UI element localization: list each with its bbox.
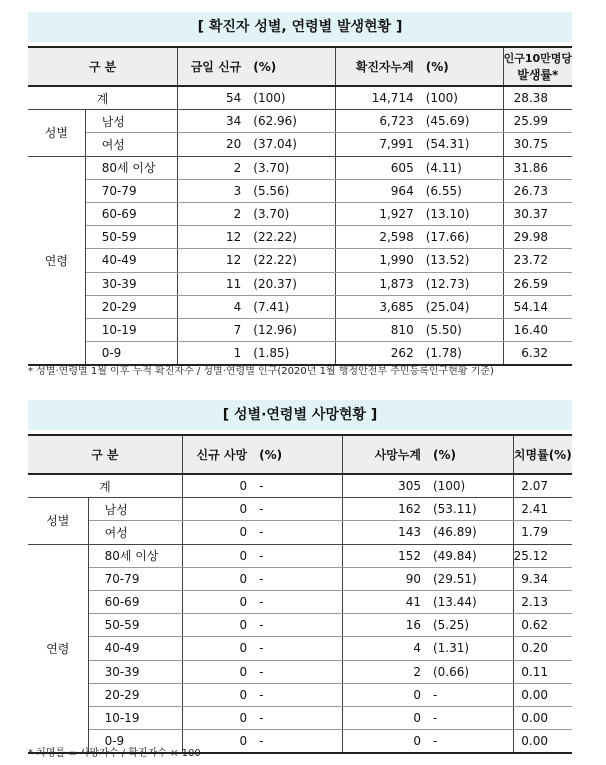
cell-cum: 964: [336, 179, 420, 202]
cell-cum: 90: [342, 567, 427, 590]
cell-rate: 25.99: [503, 110, 572, 133]
table-row: [28, 202, 572, 225]
header-category: 구 분: [28, 47, 178, 86]
cell-cum-pct: (100): [420, 86, 503, 110]
cell-cum: 143: [342, 521, 427, 544]
cell-cum-pct: (1.31): [427, 637, 513, 660]
cell-rate: 31.86: [503, 156, 572, 179]
table-row: [28, 295, 572, 318]
table-row: [28, 660, 572, 683]
cell-cum-pct: (5.50): [420, 318, 503, 341]
cell-new: 0: [182, 637, 253, 660]
row-label: 40-49: [88, 637, 182, 660]
table-row: [28, 133, 572, 156]
row-label: 60-69: [85, 202, 177, 225]
cell-cum: 1,873: [336, 272, 420, 295]
cell-rate: 30.75: [503, 133, 572, 156]
cell-new-pct: -: [253, 544, 342, 567]
cell-cum-pct: (54.31): [420, 133, 503, 156]
cell-new-pct: (22.22): [247, 226, 335, 249]
table-row: [28, 706, 572, 729]
cell-cum: 3,685: [336, 295, 420, 318]
cell-new-pct: -: [253, 590, 342, 613]
cell-rate: 54.14: [503, 295, 572, 318]
header-rate-line1: 인구10만명당: [503, 51, 572, 65]
cell-new: 0: [182, 567, 253, 590]
header-cum: 사망누계: [342, 435, 427, 474]
cell-new-pct: -: [253, 706, 342, 729]
cell-rate: 2.13: [513, 590, 572, 613]
cell-rate: 1.79: [513, 521, 572, 544]
cell-cum: 4: [342, 637, 427, 660]
cell-new: 20: [178, 133, 248, 156]
table-row: [28, 567, 572, 590]
cell-new-pct: (12.96): [247, 318, 335, 341]
cell-new: 0: [182, 590, 253, 613]
cell-rate: 28.38: [503, 86, 572, 110]
row-label: 30-39: [85, 272, 177, 295]
cell-cum: 16: [342, 614, 427, 637]
cell-cum-pct: (17.66): [420, 226, 503, 249]
cell-new-pct: (37.04): [247, 133, 335, 156]
cell-cum-pct: (29.51): [427, 567, 513, 590]
deaths-table: [28, 434, 572, 754]
row-label: 40-49: [85, 249, 177, 272]
cell-cum-pct: (100): [427, 474, 513, 498]
cell-rate: 0.62: [513, 614, 572, 637]
table-row: [28, 318, 572, 341]
header-rate: [503, 47, 572, 86]
header-cum: 확진자누계: [336, 47, 420, 86]
cell-new-pct: -: [253, 474, 342, 498]
header-new-pct: (%): [253, 435, 342, 474]
cell-new-pct: (100): [247, 86, 335, 110]
cell-new: 0: [182, 660, 253, 683]
row-label: 10-19: [85, 318, 177, 341]
cell-new-pct: -: [253, 614, 342, 637]
table-row: [28, 156, 572, 179]
cell-new: 0: [182, 474, 253, 498]
table2-footnote: * 치명률 = 사망자수 / 확진자수 × 100: [28, 748, 201, 759]
cell-rate: 0.11: [513, 660, 572, 683]
cell-rate: 2.41: [513, 498, 572, 521]
cell-cum: 152: [342, 544, 427, 567]
cell-cum-pct: (25.04): [420, 295, 503, 318]
row-label: 20-29: [88, 683, 182, 706]
cell-cum: 810: [336, 318, 420, 341]
cell-rate: 9.34: [513, 567, 572, 590]
cell-new-pct: (1.85): [247, 342, 335, 366]
cell-new-pct: (20.37): [247, 272, 335, 295]
header-cum-pct: (%): [427, 435, 513, 474]
cell-cum: 14,714: [336, 86, 420, 110]
cell-new-pct: (7.41): [247, 295, 335, 318]
cell-cum: 6,723: [336, 110, 420, 133]
cell-cum-pct: (46.89): [427, 521, 513, 544]
cell-new: 34: [178, 110, 248, 133]
cell-cum-pct: (13.10): [420, 202, 503, 225]
row-label: 계: [28, 474, 182, 498]
table2-title: [ 성별·연령별 사망현황 ]: [28, 400, 572, 430]
cell-cum: 162: [342, 498, 427, 521]
cell-cum-pct: -: [427, 730, 513, 754]
cell-cum: 0: [342, 706, 427, 729]
cell-new: 54: [178, 86, 248, 110]
cell-new: 0: [182, 683, 253, 706]
row-label: 80세 이상: [88, 544, 182, 567]
cell-new-pct: (3.70): [247, 156, 335, 179]
cell-new: 12: [178, 249, 248, 272]
group-label-age: 연령: [28, 544, 88, 753]
cell-new-pct: -: [253, 521, 342, 544]
cell-cum-pct: (4.11): [420, 156, 503, 179]
group-label-sex: 성별: [28, 498, 88, 544]
row-label: 70-79: [88, 567, 182, 590]
cell-new: 0: [182, 544, 253, 567]
cell-new-pct: (5.56): [247, 179, 335, 202]
group-label-age: 연령: [28, 156, 85, 365]
table-row: [28, 498, 572, 521]
cell-cum-pct: (1.78): [420, 342, 503, 366]
row-label: 0-9: [85, 342, 177, 366]
cell-rate: 23.72: [503, 249, 572, 272]
cell-new: 12: [178, 226, 248, 249]
cell-cum-pct: (45.69): [420, 110, 503, 133]
cell-rate: 29.98: [503, 226, 572, 249]
cell-new: 0: [182, 730, 253, 754]
table-row: [28, 110, 572, 133]
row-label: 여성: [88, 521, 182, 544]
cell-new: 0: [182, 614, 253, 637]
cell-new: 1: [178, 342, 248, 366]
cell-new-pct: -: [253, 683, 342, 706]
header-new-pct: (%): [247, 47, 335, 86]
cell-cum-pct: (13.52): [420, 249, 503, 272]
cell-new: 0: [182, 521, 253, 544]
cell-rate: 0.00: [513, 730, 572, 754]
table-row-total: [28, 474, 572, 498]
cell-cum: 605: [336, 156, 420, 179]
cell-new: 2: [178, 156, 248, 179]
cell-cum-pct: (12.73): [420, 272, 503, 295]
table-row: [28, 521, 572, 544]
cell-rate: 30.37: [503, 202, 572, 225]
row-label: 50-59: [88, 614, 182, 637]
cell-new-pct: -: [253, 660, 342, 683]
cell-new-pct: -: [253, 498, 342, 521]
cell-cum-pct: -: [427, 683, 513, 706]
row-label: 여성: [85, 133, 177, 156]
cell-cum: 1,927: [336, 202, 420, 225]
table-row: [28, 683, 572, 706]
cell-cum: 305: [342, 474, 427, 498]
cell-new: 2: [178, 202, 248, 225]
row-label: 80세 이상: [85, 156, 177, 179]
cell-rate: 0.00: [513, 683, 572, 706]
cell-new: 0: [182, 498, 253, 521]
table-row: [28, 226, 572, 249]
table-row: [28, 637, 572, 660]
cell-cum: 7,991: [336, 133, 420, 156]
cell-new: 4: [178, 295, 248, 318]
cell-new: 0: [182, 706, 253, 729]
row-label: 20-29: [85, 295, 177, 318]
row-label: 남성: [88, 498, 182, 521]
cell-cum-pct: -: [427, 706, 513, 729]
cell-new: 3: [178, 179, 248, 202]
table2-header-row: [28, 435, 572, 474]
cell-cum-pct: (13.44): [427, 590, 513, 613]
row-label: 60-69: [88, 590, 182, 613]
header-cum-pct: (%): [420, 47, 503, 86]
row-label: 30-39: [88, 660, 182, 683]
cell-new: 11: [178, 272, 248, 295]
table1-footnote: * 성별·연령별 1월 이후 누적 확진자수 / 성별·연령별 인구(2020년 1월 행정안전부 주민등록인구현황 기준): [28, 366, 494, 377]
table-row: [28, 249, 572, 272]
group-label-sex: 성별: [28, 110, 85, 156]
table-row: [28, 590, 572, 613]
table1-header-row: [28, 47, 572, 86]
cell-rate: 25.12: [513, 544, 572, 567]
cell-new-pct: -: [253, 637, 342, 660]
header-rate-line2: 발생률*: [517, 67, 559, 82]
table1-title: [ 확진자 성별, 연령별 발생현황 ]: [28, 12, 572, 42]
row-label: 계: [28, 86, 178, 110]
table-row: [28, 272, 572, 295]
cell-rate: 0.20: [513, 637, 572, 660]
cell-new-pct: (22.22): [247, 249, 335, 272]
row-label: 0-9: [88, 730, 182, 754]
row-label: 70-79: [85, 179, 177, 202]
confirmed-cases-table: [28, 46, 572, 366]
cell-cum: 0: [342, 730, 427, 754]
cell-cum: 2,598: [336, 226, 420, 249]
cell-new-pct: -: [253, 730, 342, 754]
cell-cum: 0: [342, 683, 427, 706]
table-row-total: [28, 86, 572, 110]
cell-rate: 26.59: [503, 272, 572, 295]
cell-rate: 0.00: [513, 706, 572, 729]
row-label: 50-59: [85, 226, 177, 249]
cell-rate: 2.07: [513, 474, 572, 498]
cell-rate: 6.32: [503, 342, 572, 366]
cell-new: 7: [178, 318, 248, 341]
header-new: 신규 사망: [182, 435, 253, 474]
cell-cum-pct: (5.25): [427, 614, 513, 637]
cell-cum: 1,990: [336, 249, 420, 272]
row-label: 10-19: [88, 706, 182, 729]
cell-cum: 262: [336, 342, 420, 366]
header-rate: 치명률(%): [513, 435, 572, 474]
cell-rate: 26.73: [503, 179, 572, 202]
cell-new-pct: (3.70): [247, 202, 335, 225]
cell-new-pct: (62.96): [247, 110, 335, 133]
cell-cum: 41: [342, 590, 427, 613]
cell-cum-pct: (53.11): [427, 498, 513, 521]
table-row: [28, 544, 572, 567]
header-new: 금일 신규: [178, 47, 248, 86]
header-category: 구 분: [28, 435, 182, 474]
table-row: [28, 179, 572, 202]
cell-cum-pct: (6.55): [420, 179, 503, 202]
row-label: 남성: [85, 110, 177, 133]
cell-cum: 2: [342, 660, 427, 683]
cell-rate: 16.40: [503, 318, 572, 341]
cell-cum-pct: (0.66): [427, 660, 513, 683]
cell-new-pct: -: [253, 567, 342, 590]
table-row: [28, 614, 572, 637]
cell-cum-pct: (49.84): [427, 544, 513, 567]
